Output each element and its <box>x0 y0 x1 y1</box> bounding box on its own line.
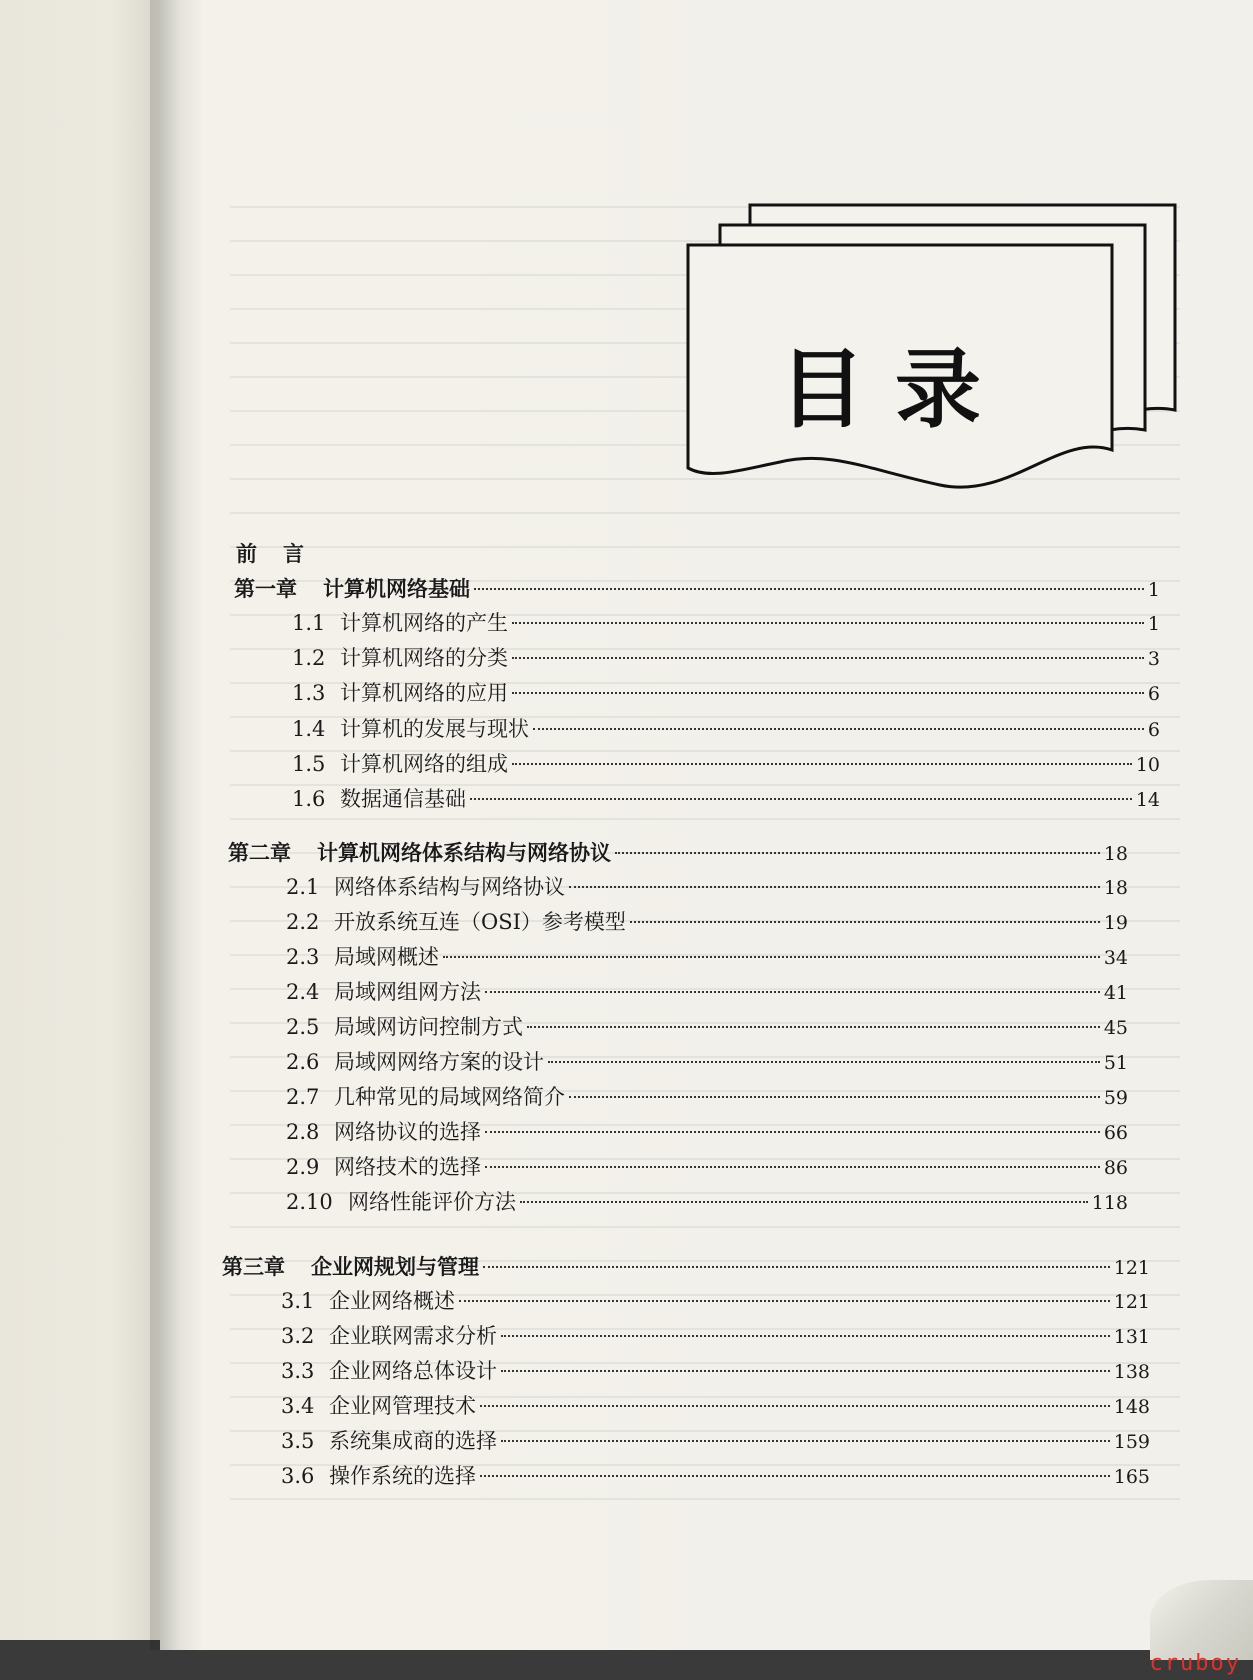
leader-dots <box>443 956 1100 958</box>
section-number: 2.10 <box>286 1190 333 1214</box>
page-number: 19 <box>1103 912 1128 934</box>
section-title: 计算机网络的产生 <box>340 611 508 635</box>
page-number: 10 <box>1135 753 1160 776</box>
leader-dots <box>485 1131 1100 1133</box>
watermark: cruboy <box>1149 1651 1241 1676</box>
page-number: 14 <box>1135 789 1160 811</box>
section-title: 网络协议的选择 <box>334 1120 481 1144</box>
section-entry <box>281 1461 1150 1491</box>
section-title: 局域网概述 <box>334 945 439 969</box>
section-number: 3.2 <box>281 1324 315 1348</box>
page-number: 34 <box>1103 947 1128 969</box>
section-number: 1.4 <box>292 716 326 741</box>
preface-entry: 前言 <box>236 541 330 566</box>
section-number: 3.6 <box>281 1464 315 1488</box>
chapter-entry <box>222 1252 1150 1282</box>
section-number: 2.3 <box>286 945 320 969</box>
section-title: 开放系统互连（OSI）参考模型 <box>334 910 626 934</box>
section-entry <box>286 942 1128 972</box>
leader-dots <box>512 763 1132 765</box>
section-title: 局域网组网方法 <box>334 980 481 1004</box>
leader-dots <box>480 1475 1110 1477</box>
page-number: 45 <box>1103 1017 1128 1039</box>
chapter-label: 第二章 <box>228 840 291 865</box>
leader-dots <box>501 1335 1110 1337</box>
page-number: 121 <box>1113 1291 1150 1313</box>
leader-dots <box>485 1166 1100 1168</box>
leader-dots <box>548 1061 1100 1063</box>
leader-dots <box>512 657 1144 659</box>
section-entry <box>292 643 1160 673</box>
section-entry <box>286 1117 1128 1147</box>
leader-dots <box>569 886 1100 888</box>
section-number: 1.1 <box>292 611 326 635</box>
section-number: 1.5 <box>292 751 326 776</box>
page-title: 目录 <box>779 340 1011 440</box>
section-entry <box>286 872 1128 902</box>
page-number: 148 <box>1113 1396 1150 1418</box>
leader-dots <box>512 692 1144 694</box>
page-number: 41 <box>1103 982 1128 1004</box>
leader-dots <box>520 1201 1088 1203</box>
page-number: 86 <box>1103 1157 1128 1179</box>
page-number: 6 <box>1147 683 1160 706</box>
section-entry <box>286 1187 1128 1217</box>
section-entry <box>281 1391 1150 1421</box>
leader-dots <box>459 1300 1110 1302</box>
section-entry <box>286 1152 1128 1182</box>
section-entry <box>281 1321 1150 1351</box>
section-number: 3.1 <box>281 1289 315 1313</box>
page-number: 121 <box>1113 1257 1150 1279</box>
chapter-entry <box>234 574 1160 604</box>
section-title: 网络性能评价方法 <box>348 1190 516 1214</box>
leader-dots <box>480 1405 1110 1407</box>
section-title: 企业网络概述 <box>329 1289 455 1313</box>
section-entry <box>286 1047 1128 1077</box>
leader-dots <box>483 1266 1110 1268</box>
section-entry <box>292 749 1160 779</box>
leader-dots <box>527 1026 1100 1028</box>
leader-dots <box>470 798 1132 800</box>
leader-dots <box>630 921 1100 923</box>
section-number: 3.5 <box>281 1429 315 1453</box>
page-number: 59 <box>1103 1087 1128 1109</box>
leader-dots <box>485 991 1100 993</box>
section-entry <box>286 977 1128 1007</box>
page-corner-curl <box>1150 1580 1253 1660</box>
section-entry <box>281 1426 1150 1456</box>
section-entry <box>286 1012 1128 1042</box>
section-number: 2.4 <box>286 980 320 1004</box>
section-title: 计算机网络的应用 <box>340 681 508 706</box>
chapter-title: 企业网规划与管理 <box>311 1254 479 1279</box>
chapter-title: 计算机网络基础 <box>323 576 470 601</box>
leader-dots <box>533 728 1144 730</box>
section-number: 2.9 <box>286 1155 320 1179</box>
chapter-title: 计算机网络体系结构与网络协议 <box>317 840 611 865</box>
section-title: 局域网访问控制方式 <box>334 1015 523 1039</box>
section-entry <box>281 1356 1150 1386</box>
section-number: 2.1 <box>286 875 320 899</box>
page-number: 118 <box>1091 1192 1128 1214</box>
section-title: 企业网络总体设计 <box>329 1359 497 1383</box>
leader-dots <box>569 1096 1100 1098</box>
page-number: 131 <box>1113 1326 1150 1348</box>
page-number: 159 <box>1113 1431 1150 1453</box>
page-number: 18 <box>1103 843 1128 865</box>
section-entry <box>286 907 1128 937</box>
page-number: 51 <box>1103 1052 1128 1074</box>
section-entry <box>292 784 1160 814</box>
leader-dots <box>501 1370 1110 1372</box>
section-number: 1.6 <box>292 787 326 811</box>
section-title: 网络技术的选择 <box>334 1155 481 1179</box>
section-number: 2.8 <box>286 1120 320 1144</box>
section-title: 网络体系结构与网络协议 <box>334 875 565 899</box>
leader-dots <box>615 852 1100 854</box>
section-title: 计算机的发展与现状 <box>340 716 529 741</box>
section-entry <box>292 608 1160 638</box>
section-entry <box>292 714 1160 744</box>
section-number: 3.4 <box>281 1394 315 1418</box>
leader-dots <box>474 588 1144 590</box>
page-number: 1 <box>1147 613 1160 635</box>
chapter-label: 第一章 <box>234 576 297 601</box>
section-entry <box>292 678 1160 708</box>
section-title: 计算机网络的分类 <box>340 646 508 671</box>
chapter-label: 第三章 <box>222 1254 285 1279</box>
leader-dots <box>512 622 1144 624</box>
page-number: 1 <box>1147 579 1160 601</box>
section-number: 2.5 <box>286 1015 320 1039</box>
page-number: 138 <box>1113 1361 1150 1383</box>
section-title: 操作系统的选择 <box>329 1464 476 1488</box>
section-entry <box>281 1286 1150 1316</box>
leader-dots <box>501 1440 1110 1442</box>
section-entry <box>286 1082 1128 1112</box>
section-title: 系统集成商的选择 <box>329 1429 497 1453</box>
page-number: 66 <box>1103 1122 1128 1144</box>
section-number: 2.6 <box>286 1050 320 1074</box>
chapter-entry <box>228 838 1128 868</box>
page-number: 18 <box>1103 877 1128 899</box>
section-number: 2.2 <box>286 910 320 934</box>
section-number: 1.3 <box>292 681 326 706</box>
section-number: 3.3 <box>281 1359 315 1383</box>
section-title: 局域网网络方案的设计 <box>334 1050 544 1074</box>
section-title: 计算机网络的组成 <box>340 751 508 776</box>
page-number: 165 <box>1113 1466 1150 1488</box>
section-title: 企业联网需求分析 <box>329 1324 497 1348</box>
section-number: 1.2 <box>292 646 326 671</box>
section-title: 几种常见的局域网络简介 <box>334 1085 565 1109</box>
section-title: 企业网管理技术 <box>329 1394 476 1418</box>
section-number: 2.7 <box>286 1085 320 1109</box>
page-number: 3 <box>1147 648 1160 671</box>
section-title: 数据通信基础 <box>340 787 466 811</box>
page-number: 6 <box>1147 718 1160 741</box>
